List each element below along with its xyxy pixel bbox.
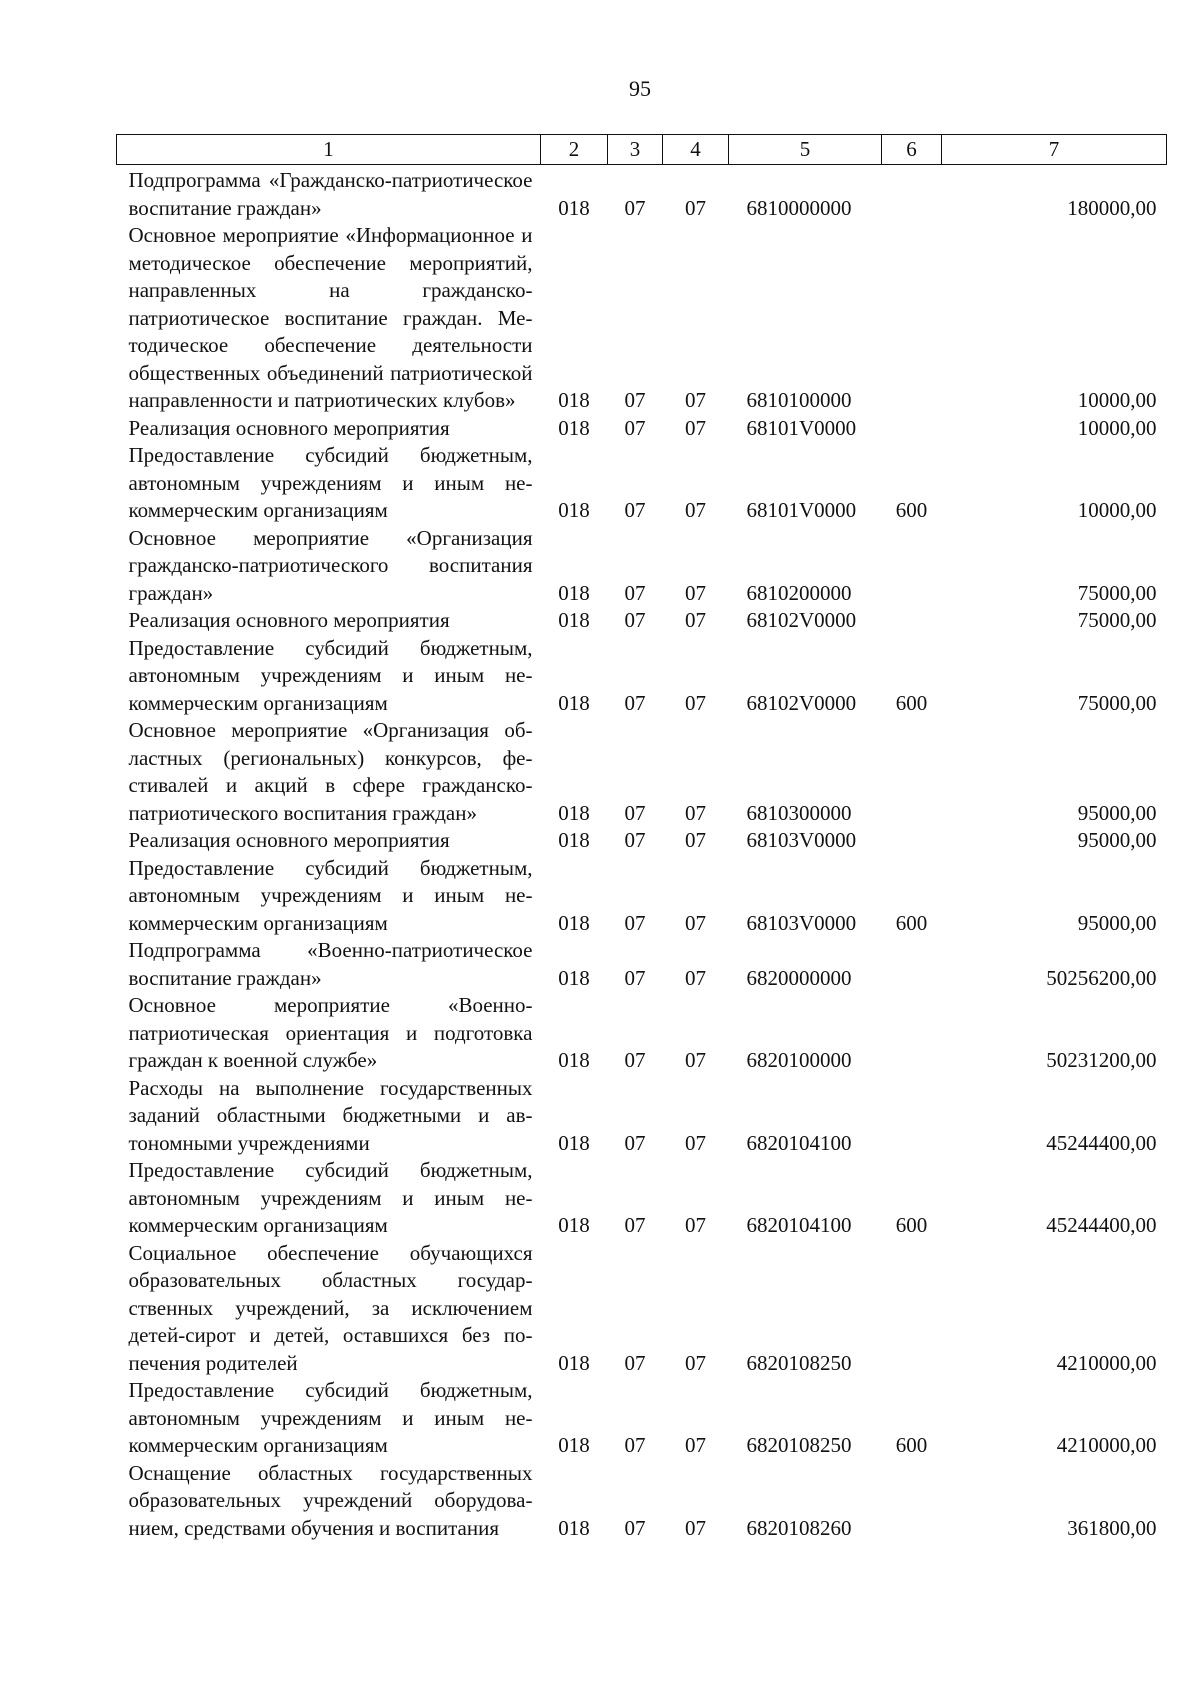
- row-section-code: 07: [624, 498, 646, 522]
- row-amount: 75000,00: [1077, 690, 1157, 715]
- row-section-code: 07: [624, 608, 646, 632]
- row-section-code: 07: [624, 1130, 646, 1155]
- row-subsection-code: 07: [685, 1433, 706, 1457]
- table-row: [117, 442, 1167, 525]
- row-name: Предоставление субсидий бюджетным, автономным учреждениям и иным некоммерческим организациям: [128, 635, 533, 715]
- row-grbs-code: 018: [558, 1048, 590, 1072]
- row-expense-type-code: [882, 525, 942, 608]
- row-section-code: 07: [624, 580, 646, 605]
- row-expense-type-code: [882, 222, 942, 415]
- row-name: Предоставление субсидий бюджетным, автономным учреждениям и иным некоммерческим организациям: [128, 1158, 533, 1237]
- column-header-3: 3: [608, 135, 663, 165]
- row-name: Основное мероприятие «Информационное и методическое обеспечение мероприятий, направленных на гражданско-патриотическое воспитание граждан. Методическое обеспечение деятельности общественных объединений патриотической направленности и патриотических клубов»: [128, 223, 533, 412]
- table-row: [117, 1460, 1167, 1543]
- table-row: [117, 827, 1167, 855]
- row-grbs-code: 018: [558, 608, 590, 632]
- row-expense-type-code: [882, 717, 942, 827]
- table-row: [117, 222, 1167, 415]
- row-subsection-code: 07: [685, 965, 706, 990]
- table-row: [117, 415, 1167, 443]
- row-name: Реализация основного мероприятия: [128, 828, 450, 852]
- table-row: [117, 607, 1167, 635]
- row-section-code: 07: [624, 1213, 646, 1237]
- row-target-code: 68102V0000: [746, 690, 857, 715]
- row-target-code: 68102V0000: [746, 608, 857, 632]
- row-amount: 180000,00: [1067, 195, 1157, 220]
- table-row: [117, 1157, 1167, 1240]
- row-subsection-code: 07: [685, 1213, 706, 1237]
- row-amount: 95000,00: [1077, 800, 1157, 825]
- column-header-5: 5: [729, 135, 882, 165]
- row-grbs-code: 018: [558, 580, 590, 605]
- row-name: Расходы на выполнение государственных заданий областными бюджетными и автономными учреждениями: [128, 1075, 533, 1155]
- row-subsection-code: 07: [685, 800, 706, 825]
- table-row: [117, 635, 1167, 718]
- row-grbs-code: 018: [558, 1350, 590, 1375]
- column-header-7: 7: [942, 135, 1167, 165]
- row-grbs-code: 018: [558, 800, 590, 825]
- row-amount: 10000,00: [1077, 498, 1157, 522]
- row-name: Оснащение областных государственных образовательных учреждений оборудованием, средствами обучения и воспитания: [128, 1460, 533, 1540]
- row-target-code: 6810200000: [746, 580, 852, 605]
- row-target-code: 6810100000: [746, 388, 852, 412]
- table-row: [117, 1075, 1167, 1158]
- row-name: Подпрограмма «Военно-патриотическое воспитание граждан»: [128, 938, 533, 990]
- row-name: Основное мероприятие «Организация областных (региональных) конкурсов, фестивалей и акций в сфере гражданско-патриотического воспитания граждан»: [128, 718, 533, 825]
- row-subsection-code: 07: [685, 910, 706, 935]
- row-target-code: 68103V0000: [746, 910, 857, 935]
- row-grbs-code: 018: [558, 1433, 590, 1457]
- row-section-code: 07: [624, 388, 646, 412]
- row-target-code: 6820108250: [746, 1350, 852, 1375]
- table-row: [117, 525, 1167, 608]
- row-grbs-code: 018: [558, 828, 590, 852]
- row-amount: 95000,00: [1077, 910, 1157, 935]
- page-number: 95: [629, 76, 651, 101]
- row-grbs-code: 018: [558, 1130, 590, 1155]
- row-section-code: 07: [624, 1515, 646, 1540]
- row-section-code: 07: [624, 828, 646, 852]
- row-amount: 75000,00: [1077, 608, 1157, 632]
- row-section-code: 07: [624, 800, 646, 825]
- column-header-2: 2: [541, 135, 608, 165]
- row-subsection-code: 07: [685, 1130, 706, 1155]
- row-grbs-code: 018: [558, 498, 590, 522]
- row-target-code: 68101V0000: [746, 498, 857, 522]
- column-header-1: 1: [117, 135, 541, 165]
- row-amount: 10000,00: [1077, 388, 1157, 412]
- row-expense-type-code: [882, 165, 942, 223]
- table-row: [117, 937, 1167, 992]
- row-amount: 4210000,00: [1056, 1350, 1157, 1375]
- row-section-code: 07: [624, 195, 646, 220]
- table-row: [117, 1240, 1167, 1378]
- table-row: [117, 855, 1167, 938]
- row-expense-type-code: [882, 1075, 942, 1158]
- column-header-4: 4: [663, 135, 729, 165]
- row-section-code: 07: [624, 965, 646, 990]
- row-section-code: 07: [624, 1350, 646, 1375]
- row-expense-type-code: [882, 607, 942, 635]
- table-row: [117, 165, 1167, 223]
- row-expense-type-code: [882, 415, 942, 443]
- row-expense-type-code: [882, 1240, 942, 1378]
- row-target-code: 68101V0000: [746, 415, 857, 440]
- row-target-code: 6810000000: [746, 195, 852, 220]
- row-subsection-code: 07: [685, 1048, 706, 1072]
- row-amount: 50256200,00: [1046, 965, 1157, 990]
- row-section-code: 07: [624, 1048, 646, 1072]
- row-grbs-code: 018: [558, 1213, 590, 1237]
- row-amount: 95000,00: [1077, 828, 1157, 852]
- row-subsection-code: 07: [685, 1515, 706, 1540]
- row-expense-type-code: [882, 992, 942, 1075]
- row-grbs-code: 018: [558, 910, 590, 935]
- row-grbs-code: 018: [558, 965, 590, 990]
- row-grbs-code: 018: [558, 415, 590, 440]
- row-amount: 75000,00: [1077, 580, 1157, 605]
- row-subsection-code: 07: [685, 690, 706, 715]
- row-target-code: 6810300000: [746, 800, 852, 825]
- row-target-code: 6820108250: [746, 1433, 852, 1457]
- row-expense-type-code: 600: [895, 1433, 928, 1457]
- row-expense-type-code: 600: [895, 910, 928, 935]
- row-subsection-code: 07: [685, 828, 706, 852]
- row-name: Реализация основного мероприятия: [128, 608, 450, 632]
- row-expense-type-code: [882, 937, 942, 992]
- row-name: Основное мероприятие «Организация гражданско-патриотического воспитания граждан»: [128, 525, 533, 605]
- row-subsection-code: 07: [685, 498, 706, 522]
- table-row: [117, 1377, 1167, 1460]
- row-section-code: 07: [624, 910, 646, 935]
- row-grbs-code: 018: [558, 388, 590, 412]
- row-subsection-code: 07: [685, 388, 706, 412]
- row-name: Предоставление субсидий бюджетным, автономным учреждениям и иным некоммерческим организациям: [128, 1378, 533, 1457]
- row-name: Реализация основного мероприятия: [128, 415, 450, 440]
- row-grbs-code: 018: [558, 195, 590, 220]
- row-target-code: 6820108260: [746, 1515, 852, 1540]
- row-expense-type-code: 600: [895, 690, 928, 715]
- row-expense-type-code: 600: [895, 1213, 928, 1237]
- row-name: Социальное обеспечение обучающихся образовательных областных государственных учреждений, за исключением детей-сирот и детей, оставшихся без попечения родителей: [128, 1240, 533, 1375]
- row-target-code: 6820104100: [746, 1130, 852, 1155]
- row-subsection-code: 07: [685, 415, 706, 440]
- column-header-6: 6: [882, 135, 942, 165]
- row-target-code: 6820100000: [746, 1048, 852, 1072]
- column-header-row: [117, 135, 1167, 165]
- row-target-code: 6820000000: [746, 965, 852, 990]
- row-amount: 361800,00: [1067, 1515, 1157, 1540]
- row-section-code: 07: [624, 415, 646, 440]
- row-section-code: 07: [624, 690, 646, 715]
- table-row: [117, 992, 1167, 1075]
- row-grbs-code: 018: [558, 1515, 590, 1540]
- row-subsection-code: 07: [685, 608, 706, 632]
- row-subsection-code: 07: [685, 580, 706, 605]
- budget-table: [116, 134, 1167, 1542]
- row-amount: 45244400,00: [1046, 1130, 1157, 1155]
- row-expense-type-code: [882, 827, 942, 855]
- row-target-code: 6820104100: [746, 1213, 852, 1237]
- row-target-code: 68103V0000: [746, 828, 857, 852]
- row-expense-type-code: 600: [895, 498, 928, 522]
- row-amount: 45244400,00: [1046, 1213, 1157, 1237]
- table-row: [117, 717, 1167, 827]
- row-amount: 4210000,00: [1056, 1433, 1157, 1457]
- row-name: Предоставление субсидий бюджетным, автономным учреждениям и иным некоммерческим организациям: [128, 855, 533, 935]
- row-amount: 10000,00: [1077, 415, 1157, 440]
- row-subsection-code: 07: [685, 195, 706, 220]
- row-name: Основное мероприятие «Военно-патриотическая ориентация и подготовка граждан к военной службе»: [128, 993, 533, 1072]
- row-name: Подпрограмма «Гражданско-патриотическое воспитание граждан»: [128, 168, 533, 220]
- row-expense-type-code: [882, 1460, 942, 1543]
- row-grbs-code: 018: [558, 690, 590, 715]
- row-section-code: 07: [624, 1433, 646, 1457]
- row-subsection-code: 07: [685, 1350, 706, 1375]
- row-name: Предоставление субсидий бюджетным, автономным учреждениям и иным некоммерческим организациям: [128, 443, 533, 522]
- row-amount: 50231200,00: [1046, 1048, 1157, 1072]
